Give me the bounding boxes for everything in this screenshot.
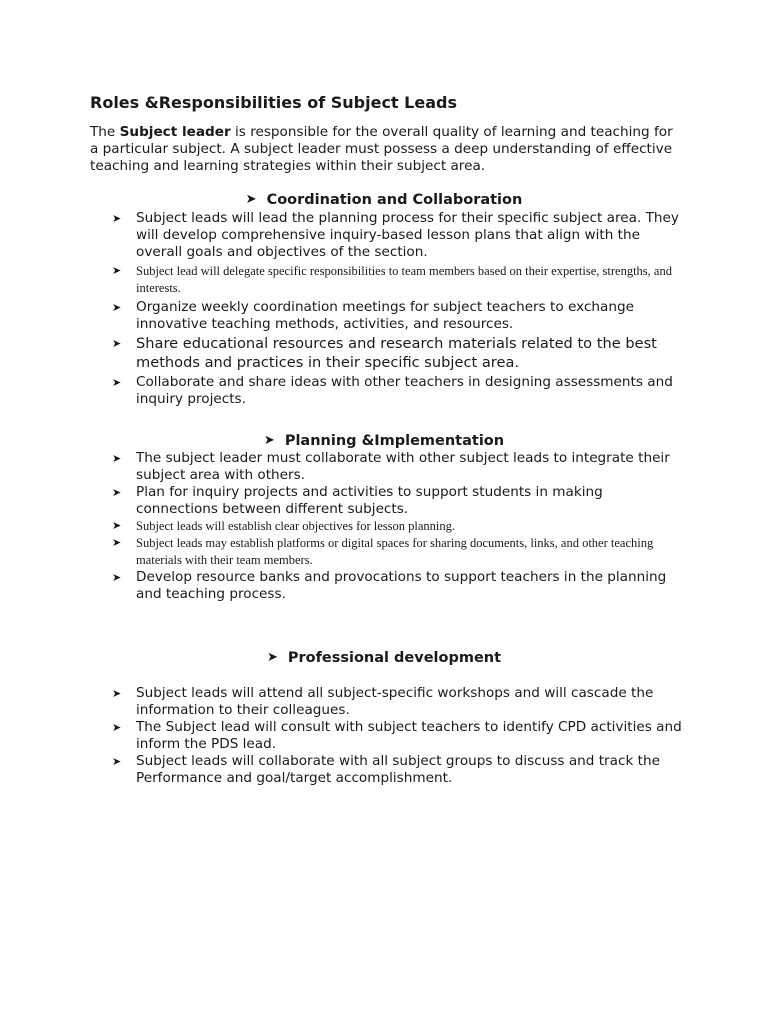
list-item-text: Subject leads may establish platforms or digital spaces for sharing documents, links, and other teaching materials with their team members. — [136, 536, 654, 567]
arrowhead-bullet-icon: ➤ — [112, 755, 122, 768]
arrowhead-bullet-icon: ➤ — [112, 687, 122, 700]
arrowhead-bullet-icon: ➤ — [112, 212, 122, 225]
list-item-text: Subject leads will establish clear objectives for lesson planning. — [136, 519, 456, 533]
arrowhead-bullet-icon: ➤ — [266, 650, 278, 665]
section-heading-label: Planning &Implementation — [284, 433, 505, 449]
coordination-list — [112, 210, 682, 408]
list-item-text: Plan for inquiry projects and activities to support students in making connections between different subjects. — [136, 484, 603, 517]
list-item — [112, 569, 682, 603]
arrowhead-bullet-icon: ➤ — [112, 571, 122, 584]
section-heading-label: Coordination and Collaboration — [266, 192, 523, 208]
section-heading-label: Professional development — [287, 650, 502, 666]
list-item — [112, 685, 682, 719]
arrowhead-bullet-icon: ➤ — [112, 520, 122, 532]
list-item — [112, 299, 682, 333]
document-title: Roles &Responsibilities of Subject Leads — [90, 93, 457, 112]
arrowhead-bullet-icon: ➤ — [112, 337, 122, 350]
section-heading-planning — [0, 431, 768, 451]
list-item-text: Organize weekly coordination meetings for subject teachers to exchange innovative teaching methods, activities, and resources. — [136, 299, 634, 332]
list-item — [112, 450, 682, 484]
list-item-text: Subject leads will attend all subject-specific workshops and will cascade the information to their colleagues. — [136, 685, 654, 718]
intro-text: is responsible for the overall quality of learning and teaching for a particular subject. A subject leader must possess a deep understanding of effective teaching and learning strategies within their subject area. — [90, 124, 673, 174]
list-item-text: Subject leads will collaborate with all subject groups to discuss and track the Performance and goal/target accomplishment. — [136, 753, 660, 786]
intro-prefix: The — [90, 124, 120, 140]
intro-paragraph — [90, 124, 680, 175]
list-item-text: The subject leader must collaborate with other subject leads to integrate their subject area with others. — [136, 450, 670, 483]
arrowhead-bullet-icon: ➤ — [112, 721, 122, 734]
arrowhead-bullet-icon: ➤ — [112, 265, 122, 277]
list-item-text: Subject leads will lead the planning process for their specific subject area. They will develop comprehensive inquiry-based lesson plans that align with the overall goals and objectives of the section. — [136, 210, 679, 260]
professional-development-list — [112, 685, 682, 787]
arrowhead-bullet-icon: ➤ — [112, 537, 122, 549]
arrowhead-bullet-icon: ➤ — [245, 192, 257, 207]
list-item — [112, 374, 682, 408]
list-item — [112, 484, 682, 518]
list-item — [112, 753, 682, 787]
list-item — [112, 210, 682, 261]
list-item-text: Collaborate and share ideas with other teachers in designing assessments and inquiry projects. — [136, 374, 673, 407]
arrowhead-bullet-icon: ➤ — [112, 486, 122, 499]
section-heading-coordination — [0, 190, 768, 210]
list-item — [112, 263, 682, 297]
planning-list — [112, 450, 682, 603]
list-item — [112, 535, 682, 569]
arrowhead-bullet-icon: ➤ — [263, 433, 275, 448]
list-item — [112, 335, 682, 372]
intro-bold-term: Subject leader — [119, 124, 231, 140]
list-item — [112, 518, 682, 535]
list-item-text: Subject lead will delegate specific responsibilities to team members based on their expertise, strengths, and interests. — [136, 264, 672, 295]
arrowhead-bullet-icon: ➤ — [112, 376, 122, 389]
list-item-text: The Subject lead will consult with subject teachers to identify CPD activities and inform the PDS lead. — [136, 719, 682, 752]
list-item — [112, 719, 682, 753]
list-item-text: Develop resource banks and provocations to support teachers in the planning and teaching process. — [136, 569, 667, 602]
arrowhead-bullet-icon: ➤ — [112, 301, 122, 314]
list-item-text: Share educational resources and research materials related to the best methods and practices in their specific subject area. — [136, 335, 657, 371]
section-heading-professional-development — [0, 648, 768, 668]
arrowhead-bullet-icon: ➤ — [112, 452, 122, 465]
